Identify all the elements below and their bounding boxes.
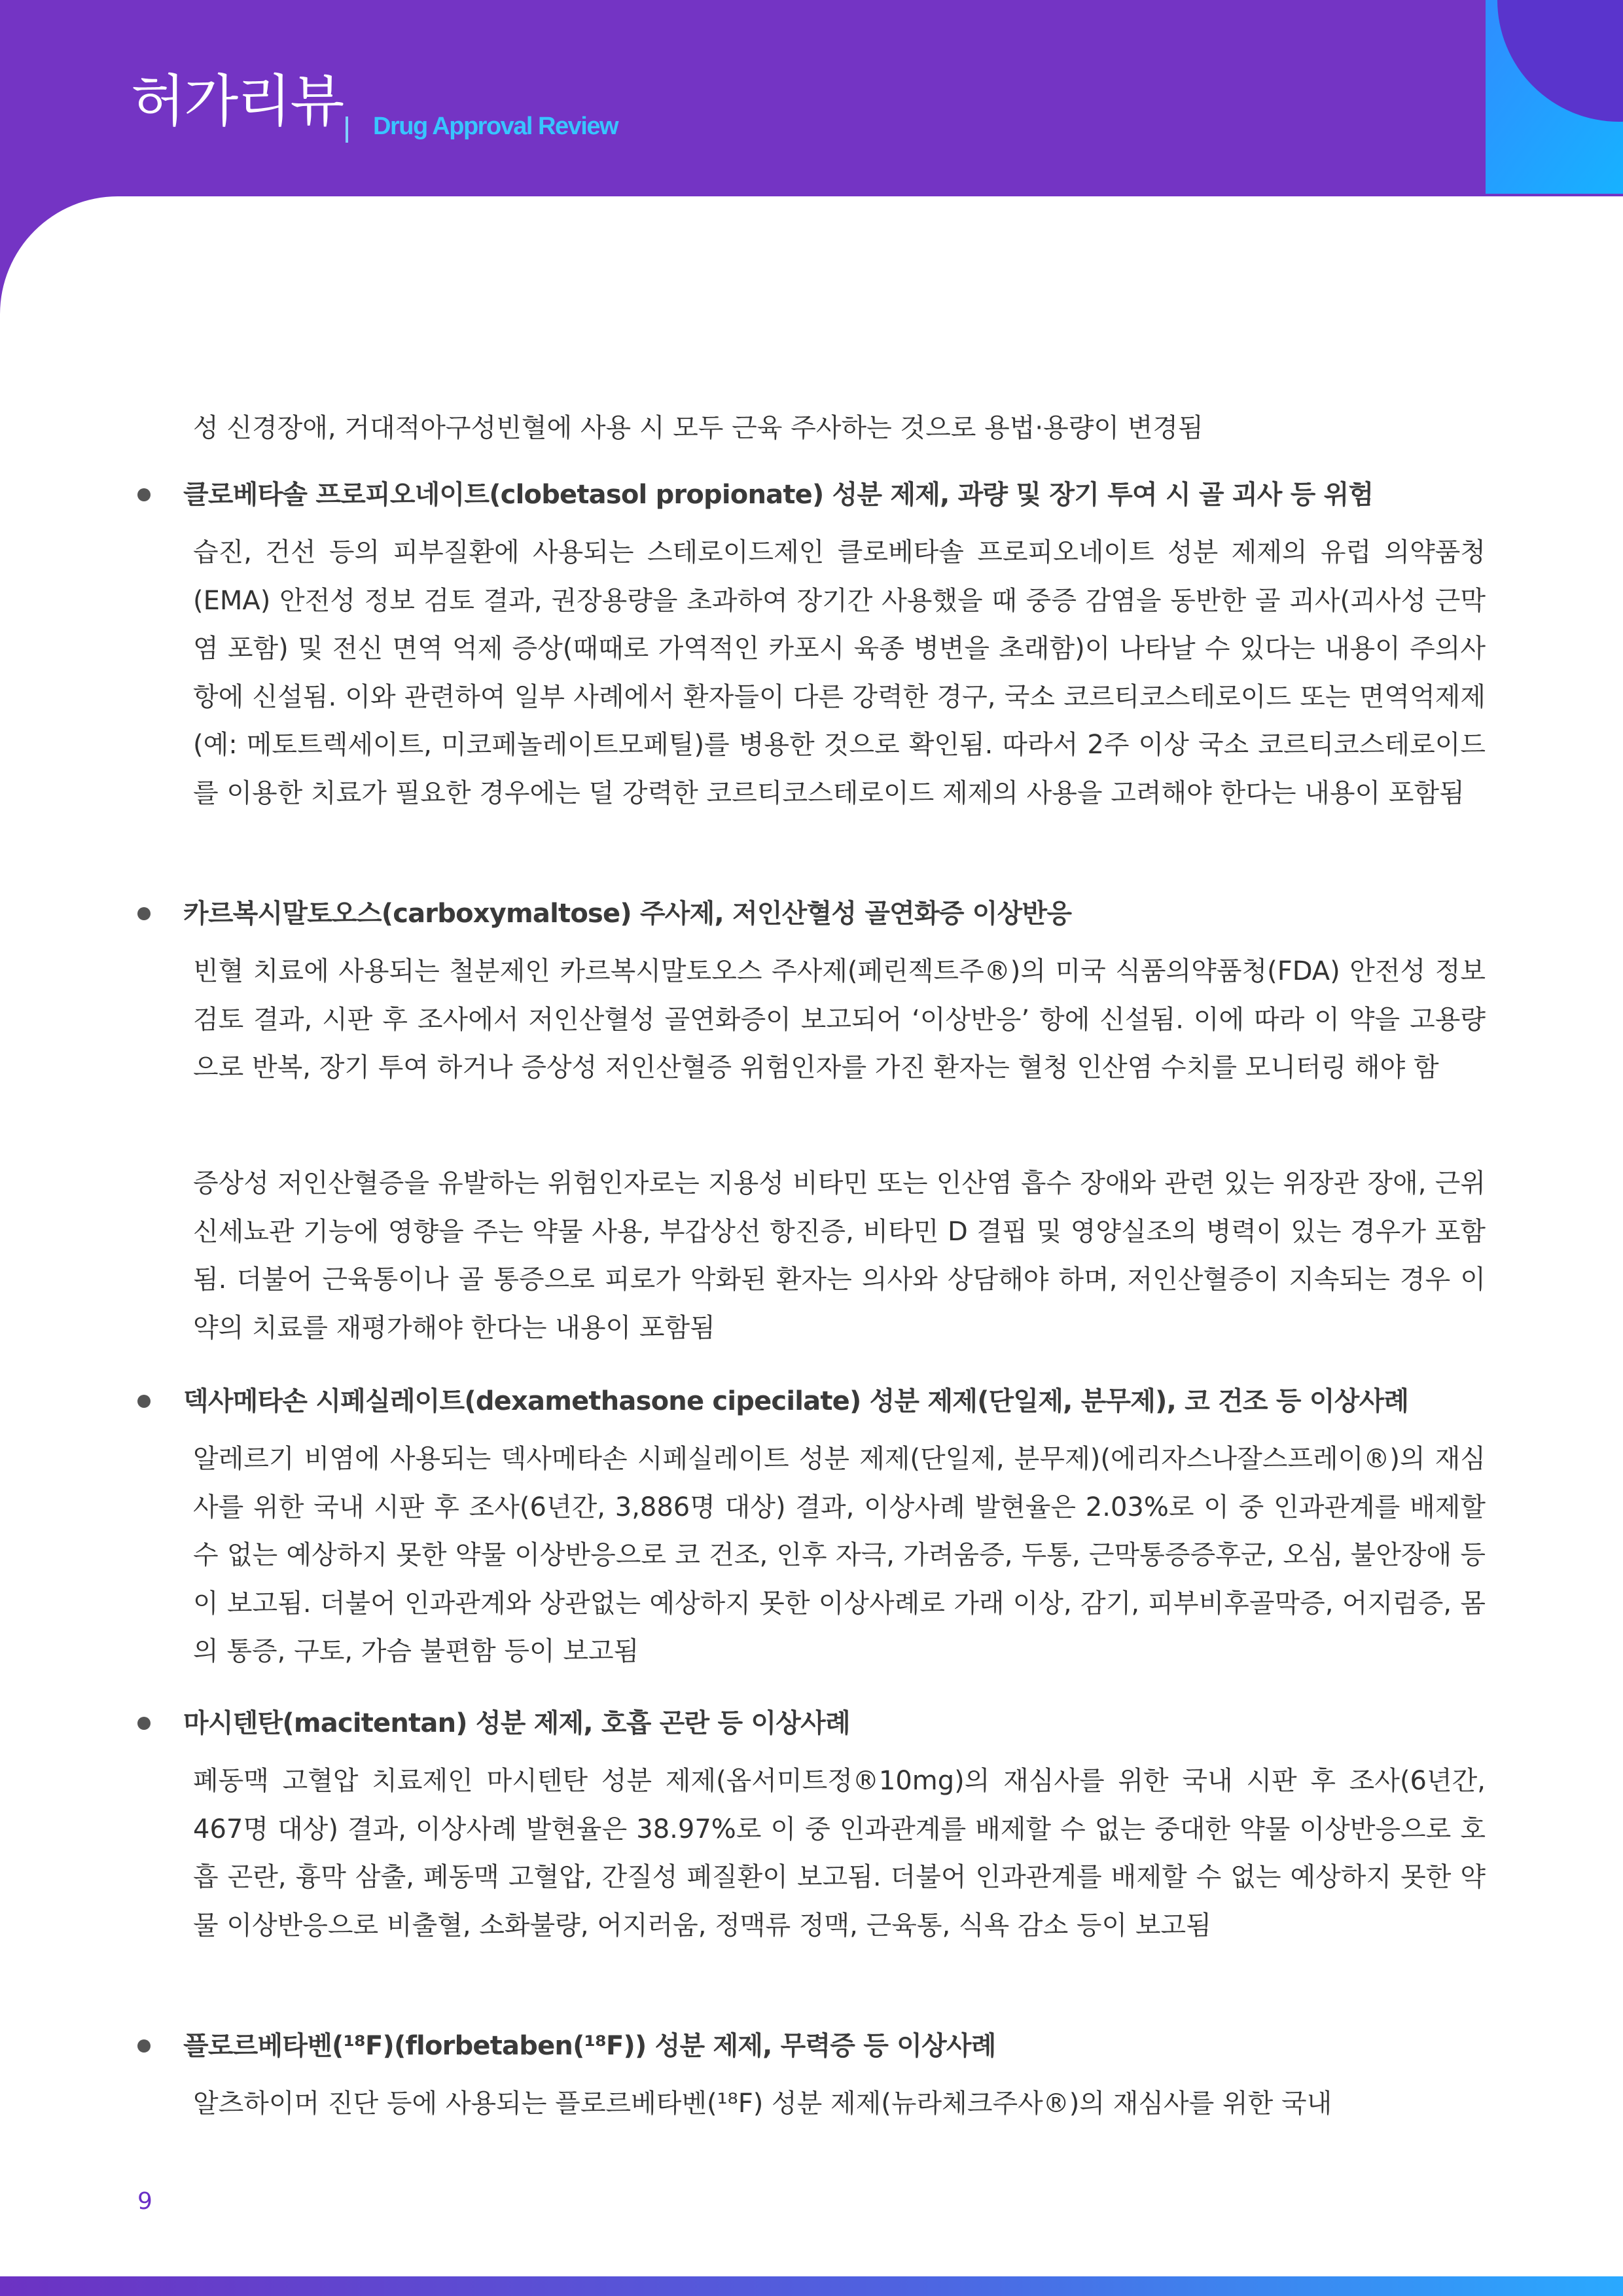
item-paragraph-macitentan: 폐동맥 고혈압 치료제인 마시텐탄 성분 제제(옵서미트정®10mg)의 재심사를 위한 국내 시판 후 조사(6년간, 467명 대상) 결과, 이상사례 발현율은 38.97%로 이 중 인과관계를 배제할 수 없는 중대한 약물 이상반응으로 호흡 곤란, 흉막 삼출, 폐동맥 고혈압, 간질성 폐질환이 보고됨. 더불어 인과관계를 배제할 수 없는 예상하지 못한 약물 이상반응으로 비출혈, 소화불량, 어지러움, 정맥류 정맥, 근육통, 식욕 감소 등이 보고됨 bbox=[193, 1766, 1486, 1941]
item-paragraph-clobetasol: 습진, 건선 등의 피부질환에 사용되는 스테로이드제인 클로베타솔 프로피오네이트 성분 제제의 유럽 의약품청(EMA) 안전성 정보 검토 결과, 권장용량을 초과하여 장기간 사용했을 때 중증 감염을 동반한 골 괴사(괴사성 근막염 포함) 및 전신 면역 억제 증상(때때로 가역적인 카포시 육종 병변을 초래함)이 나타날 수 있다는 내용이 주의사항에 신설됨. 이와 관련하여 일부 사례에서 환자들이 다른 강력한 경구, 국소 코르티코스테로이드 또는 면역억제제(예: 메토트렉세이트, 미코페놀레이트모페틸)를 병용한 것으로 확인됨. 따라서 2주 이상 국소 코르티코스테로이드를 이용한 치료가 필요한 경우에는 덜 강력한 코르티코스테로이드 제제의 사용을 고려해야 한다는 내용이 포함됨 bbox=[193, 537, 1486, 808]
item-paragraph-dexamethasone: 알레르기 비염에 사용되는 덱사메타손 시페실레이트 성분 제제(단일제, 분무제)(에리자스나잘스프레이®)의 재심사를 위한 국내 시판 후 조사(6년간, 3,886명 대상) 결과, 이상사례 발현율은 2.03%로 이 중 인과관계를 배제할 수 없는 예상하지 못한 약물 이상반응으로 코 건조, 인후 자극, 가려움증, 두통, 근막통증증후군, 오심, 불안장애 등이 보고됨. 더불어 인과관계와 상관없는 예상하지 못한 이상사례로 가래 이상, 감기, 피부비후골막증, 어지럼증, 몸의 통증, 구토, 가슴 불편함 등이 보고됨 bbox=[193, 1444, 1486, 1666]
item-heading-dexamethasone: 덱사메타손 시페실레이트(dexamethasone cipecilate) 성분 제제(단일제, 분무제), 코 건조 등 이상사례 bbox=[183, 1386, 1409, 1416]
item-heading-carboxymaltose: 카르복시말토오스(carboxymaltose) 주사제, 저인산혈성 골연화증 이상반응 bbox=[183, 899, 1072, 929]
item-paragraph-carboxymaltose-2: 증상성 저인산혈증을 유발하는 위험인자로는 지용성 비타민 또는 인산염 흡수 장애와 관련 있는 위장관 장애, 근위 신세뇨관 기능에 영향을 주는 약물 사용, 부갑상선 항진증, 비타민 D 결핍 및 영양실조의 병력이 있는 경우가 포함됨. 더불어 근육통이나 골 통증으로 피로가 악화된 환자는 의사와 상담해야 하며, 저인산혈증이 지속되는 경우 이 약의 치료를 재평가해야 한다는 내용이 포함됨 bbox=[193, 1168, 1486, 1343]
bullet-dot bbox=[137, 1717, 151, 1730]
bullet-dot bbox=[137, 488, 151, 501]
item-heading-macitentan: 마시텐탄(macitentan) 성분 제제, 호흡 곤란 등 이상사례 bbox=[183, 1708, 850, 1738]
footer-bar bbox=[0, 2276, 1623, 2296]
item-heading-florbetaben: 플로르베타벤(¹⁸F)(florbetaben(¹⁸F)) 성분 제제, 무력증 등 이상사례 bbox=[183, 2031, 996, 2061]
intro-paragraph: 성 신경장애, 거대적아구성빈혈에 사용 시 모두 근육 주사하는 것으로 용법·용량이 변경됨 bbox=[193, 413, 1204, 443]
item-heading-clobetasol: 클로베타솔 프로피오네이트(clobetasol propionate) 성분 제제, 과량 및 장기 투여 시 골 괴사 등 위험 bbox=[183, 480, 1374, 510]
page-number: 9 bbox=[137, 2188, 152, 2215]
item-paragraph-florbetaben: 알츠하이머 진단 등에 사용되는 플로르베타벤(¹⁸F) 성분 제제(뉴라체크주사®)의 재심사를 위한 국내 bbox=[193, 2089, 1332, 2119]
section-title: 허가리뷰 bbox=[131, 69, 344, 134]
item-paragraph-carboxymaltose-1: 빈혈 치료에 사용되는 철분제인 카르복시말토오스 주사제(페린젝트주®)의 미국 식품의약품청(FDA) 안전성 정보 검토 결과, 시판 후 조사에서 저인산혈성 골연화증이 보고되어 ‘이상반응’ 항에 신설됨. 이에 따라 이 약을 고용량으로 반복, 장기 투여 하거나 증상성 저인산혈증 위험인자를 가진 환자는 혈청 인산염 수치를 모니터링 해야 함 bbox=[193, 956, 1486, 1083]
bullet-dot bbox=[137, 1395, 151, 1408]
section-subtitle: Drug Approval Review bbox=[373, 113, 618, 140]
bullet-dot bbox=[137, 907, 151, 920]
bullet-dot bbox=[137, 2039, 151, 2053]
